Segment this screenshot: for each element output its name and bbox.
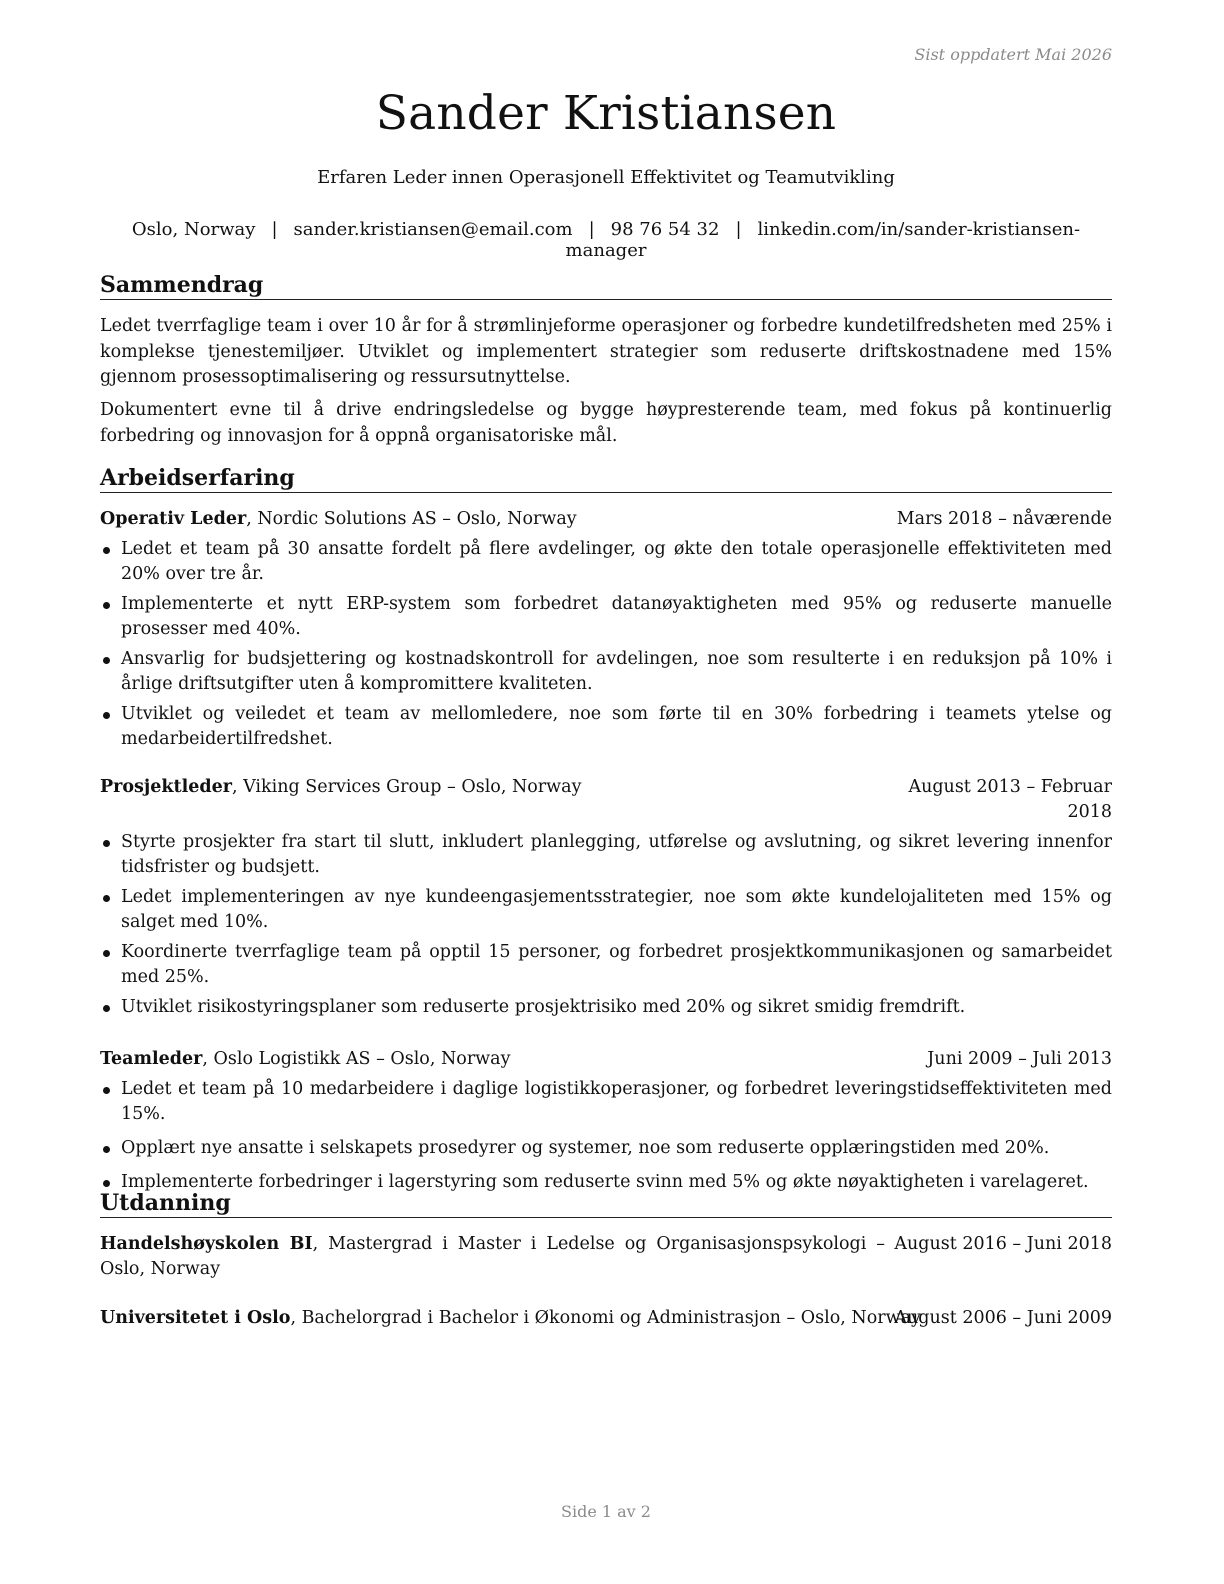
education-school: Handelshøyskolen BI bbox=[100, 1234, 313, 1254]
resume-page bbox=[100, 0, 1112, 1584]
job-bullet: Implementerte forbedringer i lagerstyring som reduserte svinn med 5% og økte nøyaktigheten i varelageret. bbox=[100, 1170, 1112, 1195]
job-dates: August 2013 – Februar 2018 bbox=[908, 777, 1112, 822]
job-bullets bbox=[100, 1077, 1112, 1195]
summary-paragraph: Ledet tverrfaglige team i over 10 år for å strømlinjeforme operasjoner og forbedre kundetilfredsheten med 25% i komplekse tjenestemiljøer. Utviklet og implementert strategier som reduserte driftskostnadene med 15% gjennom prosessoptimalisering og ressursutnyttelse. bbox=[100, 316, 1112, 387]
candidate-name: Sander Kristiansen bbox=[375, 86, 837, 141]
education-dates: August 2006 – Juni 2009 bbox=[894, 1308, 1112, 1328]
education-detail: , Mastergrad i Master i Ledelse og Organisasjonspsykologi – Oslo, Norway bbox=[100, 1234, 885, 1279]
job-role: Prosjektleder bbox=[100, 777, 232, 797]
section-title-education: Utdanning bbox=[100, 1190, 1112, 1218]
summary-paragraph: Dokumentert evne til å drive endringsledelse og bygge høypresterende team, med fokus på kontinuerlig forbedring og innovasjon for å oppnå organisatoriske mål. bbox=[100, 400, 1112, 446]
page-indicator: Side 1 av 2 bbox=[561, 1502, 651, 1521]
contact-separator: | bbox=[271, 219, 278, 240]
job-dates: Juni 2009 – Juli 2013 bbox=[927, 1049, 1112, 1069]
education-dates: August 2016 – Juni 2018 bbox=[894, 1234, 1112, 1254]
contact-linkedin[interactable]: linkedin.com/in/sander-kristiansen-manager bbox=[565, 219, 1081, 261]
contact-phone[interactable]: 98 76 54 32 bbox=[610, 219, 720, 240]
section-title-summary: Sammendrag bbox=[100, 272, 1112, 300]
job-bullet: Utviklet risikostyringsplaner som reduserte prosjektrisiko med 20% og sikret smidig fremdrift. bbox=[100, 995, 1112, 1020]
section-title-experience: Arbeidserfaring bbox=[100, 465, 1112, 493]
job-bullet: Implementerte et nytt ERP-system som forbedret datanøyaktigheten med 95% og reduserte manuelle prosesser med 40%. bbox=[100, 592, 1112, 642]
job-company: , Oslo Logistikk AS – Oslo, Norway bbox=[202, 1049, 511, 1069]
job-bullets bbox=[100, 537, 1112, 752]
last-updated-label: Sist oppdatert Mai 2026 bbox=[914, 45, 1112, 64]
job-role: Operativ Leder bbox=[100, 509, 247, 529]
job-dates: Mars 2018 – nåværende bbox=[896, 509, 1112, 529]
job-role: Teamleder bbox=[100, 1049, 203, 1069]
contact-separator: | bbox=[588, 219, 595, 240]
candidate-headline: Erfaren Leder innen Operasjonell Effektivitet og Teamutvikling bbox=[317, 167, 895, 188]
job-bullet: Utviklet og veiledet et team av mellomledere, noe som førte til en 30% forbedring i teamets ytelse og medarbeidertilfredshet. bbox=[100, 702, 1112, 752]
job-header bbox=[100, 507, 1112, 532]
job-header bbox=[100, 775, 1112, 825]
job-company: , Viking Services Group – Oslo, Norway bbox=[231, 777, 582, 797]
job-company: , Nordic Solutions AS – Oslo, Norway bbox=[246, 509, 577, 529]
education-detail: , Bachelorgrad i Bachelor i Økonomi og Administrasjon – Oslo, Norway bbox=[290, 1308, 921, 1328]
contact-location: Oslo, Norway bbox=[131, 219, 256, 240]
job-bullet: Ledet implementeringen av nye kundeengasjementsstrategier, noe som økte kundelojaliteten med 15% og salget med 10%. bbox=[100, 885, 1112, 935]
contact-email[interactable]: sander.kristiansen@email.com bbox=[293, 219, 573, 240]
job-bullet: Ansvarlig for budsjettering og kostnadskontroll for avdelingen, noe som resulterte i en reduksjon på 10% i årlige driftsutgifter uten å kompromittere kvaliteten. bbox=[100, 647, 1112, 697]
job-bullet: Koordinerte tverrfaglige team på opptil 15 personer, og forbedret prosjektkommunikasjonen og samarbeidet med 25%. bbox=[100, 940, 1112, 990]
contact-separator: | bbox=[735, 219, 742, 240]
contact-line bbox=[100, 219, 1112, 261]
job-bullet: Styrte prosjekter fra start til slutt, inkludert planlegging, utførelse og avslutning, og sikret levering innenfor tidsfrister og budsjett. bbox=[100, 830, 1112, 880]
job-bullet: Opplært nye ansatte i selskapets prosedyrer og systemer, noe som reduserte opplæringstiden med 20%. bbox=[100, 1136, 1112, 1161]
education-school: Universitetet i Oslo bbox=[100, 1308, 291, 1328]
job-bullet: Ledet et team på 30 ansatte fordelt på flere avdelinger, og økte den totale operasjonelle effektiviteten med 20% over tre år. bbox=[100, 537, 1112, 587]
job-header bbox=[100, 1047, 1112, 1072]
job-bullet: Ledet et team på 10 medarbeidere i daglige logistikkoperasjoner, og forbedret leveringstidseffektiviteten med 15%. bbox=[100, 1077, 1112, 1127]
job-bullets bbox=[100, 830, 1112, 1020]
